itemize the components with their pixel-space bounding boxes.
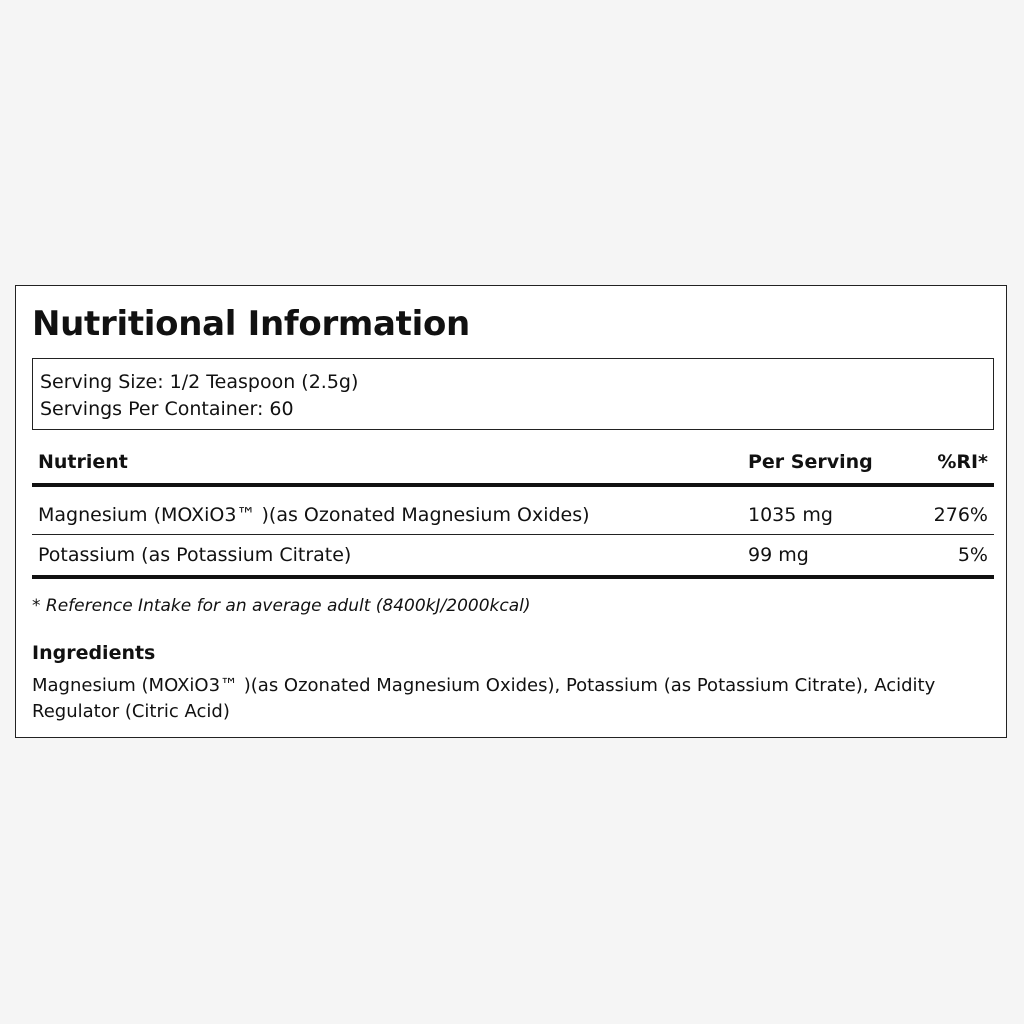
ingredients-heading: Ingredients — [32, 642, 156, 664]
table-row — [32, 535, 994, 579]
nutrient-per-serving: 1035 mg — [748, 503, 833, 526]
reference-intake-footnote: * Reference Intake for an average adult (8400kJ/2000kcal) — [32, 596, 531, 616]
header-ri: %RI* — [937, 450, 988, 473]
serving-info-box — [32, 358, 994, 430]
nutrient-per-serving: 99 mg — [748, 544, 809, 566]
header-nutrient: Nutrient — [38, 450, 128, 473]
serving-size: Serving Size: 1/2 Teaspoon (2.5g) — [40, 371, 359, 393]
table-header-row — [32, 430, 994, 487]
nutrient-name: Magnesium (MOXiO3™ )(as Ozonated Magnesium Oxides) — [38, 503, 590, 526]
header-per-serving: Per Serving — [748, 450, 873, 473]
label-title: Nutritional Information — [32, 304, 470, 344]
nutrient-name: Potassium (as Potassium Citrate) — [38, 544, 352, 566]
nutrient-ri: 276% — [933, 503, 988, 526]
nutrient-table — [32, 430, 994, 579]
table-row — [32, 487, 994, 535]
servings-per-container: Servings Per Container: 60 — [40, 398, 294, 420]
ingredients-text: Magnesium (MOXiO3™ )(as Ozonated Magnesium Oxides), Potassium (as Potassium Citrate), Acidity Regulator (Citric Acid) — [32, 675, 936, 722]
nutrition-label-card — [15, 285, 1007, 738]
nutrient-ri: 5% — [957, 544, 988, 566]
